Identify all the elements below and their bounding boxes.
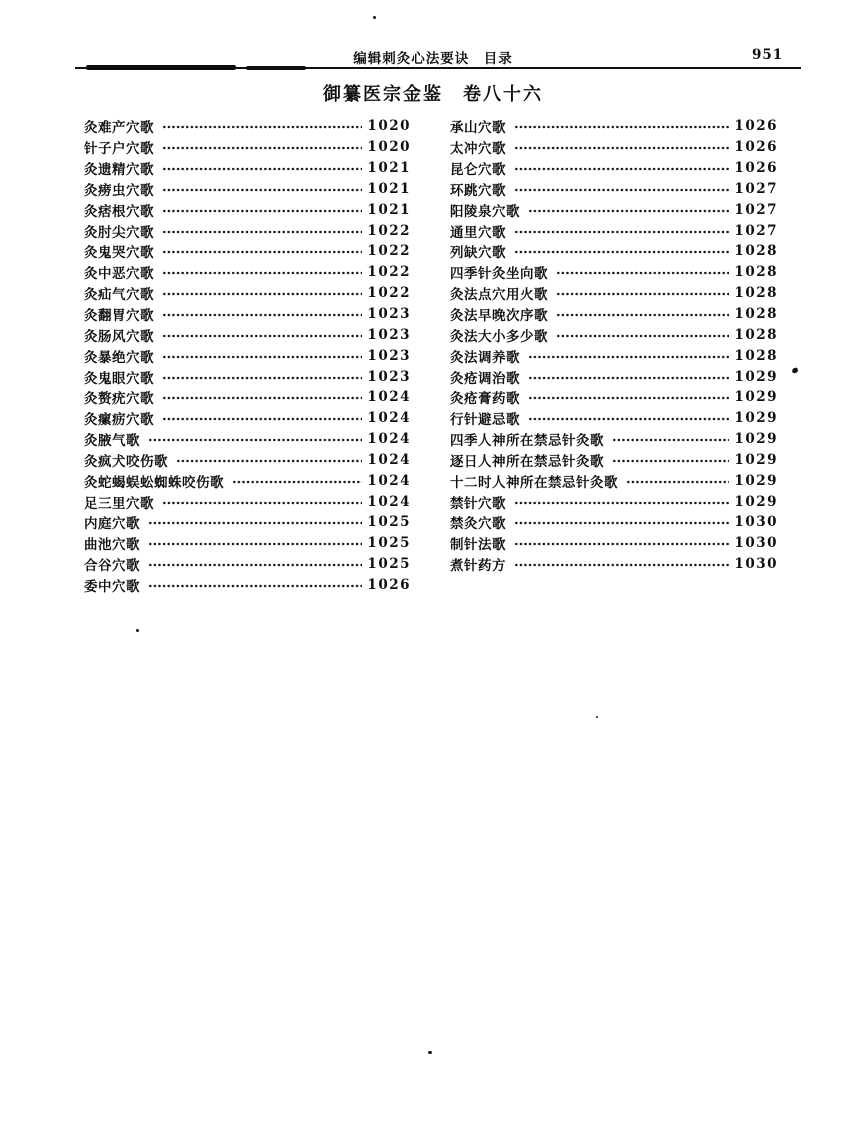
- toc-entry-page: 1029: [734, 493, 778, 510]
- toc-entry: [84, 179, 411, 200]
- toc-entry-page: 1022: [367, 222, 411, 239]
- dotted-leader: [626, 475, 729, 489]
- toc-entry-page: 1020: [367, 118, 411, 135]
- toc-entry-title: 灸疮调治歌: [450, 370, 520, 387]
- toc-entry-page: 1030: [734, 514, 778, 531]
- toc-column-right: [450, 116, 778, 575]
- toc-entry-page: 1030: [734, 535, 778, 552]
- dotted-leader: [162, 266, 362, 280]
- toc-entry: [450, 512, 778, 533]
- toc-entry-page: 1029: [734, 472, 778, 489]
- toc-entry: [450, 470, 778, 491]
- scan-speck: [596, 716, 598, 718]
- toc-entry-title: 通里穴歌: [450, 224, 506, 241]
- toc-entry-page: 1028: [734, 326, 778, 343]
- toc-entry: [84, 429, 411, 450]
- toc-entry-page: 1029: [734, 368, 778, 385]
- dotted-leader: [162, 496, 362, 510]
- toc-entry: [84, 408, 411, 429]
- toc-entry-page: 1024: [367, 493, 411, 510]
- dotted-leader: [162, 308, 362, 322]
- toc-entry-title: 灸肠风穴歌: [84, 328, 154, 345]
- toc-entry-page: 1027: [734, 201, 778, 218]
- toc-entry: [84, 324, 411, 345]
- toc-entry-page: 1021: [367, 201, 411, 218]
- toc-entry: [450, 345, 778, 366]
- toc-entry-page: 1028: [734, 264, 778, 281]
- toc-entry: [84, 450, 411, 471]
- dotted-leader: [528, 371, 729, 385]
- toc-entry: [84, 220, 411, 241]
- dotted-leader: [162, 245, 362, 259]
- toc-entry: [450, 408, 778, 429]
- dotted-leader: [528, 412, 729, 426]
- toc-entry: [450, 137, 778, 158]
- dotted-leader: [148, 579, 362, 593]
- toc-entry: [450, 450, 778, 471]
- toc-entry-title: 灸疯犬咬伤歌: [84, 453, 168, 470]
- dotted-leader: [162, 162, 362, 176]
- toc-entry-title: 灸法早晚次序歌: [450, 308, 548, 325]
- toc-entry-page: 1025: [367, 514, 411, 531]
- dotted-leader: [162, 371, 362, 385]
- dotted-leader: [148, 433, 362, 447]
- toc-entry: [450, 283, 778, 304]
- toc-entry-title: 灸遗精穴歌: [84, 162, 154, 179]
- toc-entry-page: 1024: [367, 431, 411, 448]
- toc-entry-page: 1027: [734, 222, 778, 239]
- toc-entry: [84, 575, 411, 596]
- toc-entry-page: 1029: [734, 410, 778, 427]
- dotted-leader: [162, 412, 362, 426]
- toc-entry-page: 1026: [367, 576, 411, 593]
- toc-entry: [84, 366, 411, 387]
- toc-entry-page: 1029: [734, 389, 778, 406]
- dotted-leader: [148, 537, 362, 551]
- toc-entry: [450, 241, 778, 262]
- toc-entry: [84, 199, 411, 220]
- toc-entry: [450, 220, 778, 241]
- dotted-leader: [528, 391, 729, 405]
- toc-entry-title: 灸难产穴歌: [84, 120, 154, 137]
- toc-entry: [450, 304, 778, 325]
- toc-entry: [450, 199, 778, 220]
- toc-entry-page: 1030: [734, 556, 778, 573]
- toc-entry-title: 灸中恶穴歌: [84, 266, 154, 283]
- toc-entry: [84, 158, 411, 179]
- toc-entry: [450, 179, 778, 200]
- toc-entry-page: 1025: [367, 535, 411, 552]
- toc-entry-page: 1025: [367, 556, 411, 573]
- dotted-leader: [176, 454, 362, 468]
- toc-entry-page: 1028: [734, 306, 778, 323]
- toc-entry-page: 1028: [734, 243, 778, 260]
- toc-entry-title: 灸痨虫穴歌: [84, 182, 154, 199]
- scan-speck: [136, 629, 139, 632]
- dotted-leader: [556, 308, 729, 322]
- toc-entry-title: 灸蛇蝎蜈蚣蜘蛛咬伤歌: [84, 474, 224, 491]
- toc-entry-title: 灸翻胃穴歌: [84, 308, 154, 325]
- toc-entry-title: 四季人神所在禁忌针灸歌: [450, 433, 604, 450]
- toc-entry-title: 禁针穴歌: [450, 495, 506, 512]
- toc-entry-title: 四季针灸坐向歌: [450, 266, 548, 283]
- toc-entry-title: 制针法歌: [450, 537, 506, 554]
- toc-entry-title: 灸法大小多少歌: [450, 328, 548, 345]
- scan-speck: [428, 1051, 432, 1054]
- toc-entry-page: 1021: [367, 180, 411, 197]
- dotted-leader: [162, 391, 362, 405]
- toc-entry-page: 1029: [734, 451, 778, 468]
- toc-entry: [450, 324, 778, 345]
- toc-entry-title: 昆仑穴歌: [450, 162, 506, 179]
- toc-entry-title: 灸腋气歌: [84, 433, 140, 450]
- page-title: 御纂医宗金鉴 卷八十六: [323, 84, 543, 105]
- toc-entry-title: 承山穴歌: [450, 120, 506, 137]
- toc-entry-page: 1024: [367, 410, 411, 427]
- toc-entry-page: 1024: [367, 451, 411, 468]
- dotted-leader: [528, 204, 729, 218]
- toc-entry-page: 1026: [734, 139, 778, 156]
- toc-entry-title: 灸赘疣穴歌: [84, 391, 154, 408]
- toc-entry-page: 1022: [367, 285, 411, 302]
- toc-entry-title: 列缺穴歌: [450, 245, 506, 262]
- toc-entry: [450, 366, 778, 387]
- toc-entry-page: 1023: [367, 347, 411, 364]
- toc-entry-title: 煮针药方: [450, 558, 506, 575]
- toc-entry: [84, 345, 411, 366]
- toc-entry: [84, 470, 411, 491]
- toc-entry: [84, 283, 411, 304]
- toc-entry: [450, 387, 778, 408]
- dotted-leader: [514, 516, 729, 530]
- dotted-leader: [514, 558, 729, 572]
- toc-entry-title: 太冲穴歌: [450, 141, 506, 158]
- dotted-leader: [162, 204, 362, 218]
- toc-entry: [84, 262, 411, 283]
- dotted-leader: [514, 496, 729, 510]
- toc-entry: [450, 533, 778, 554]
- toc-entry-page: 1028: [734, 285, 778, 302]
- toc-entry-title: 灸疝气穴歌: [84, 287, 154, 304]
- dotted-leader: [528, 350, 729, 364]
- scan-smudge: [86, 65, 236, 70]
- toc-entry-title: 合谷穴歌: [84, 558, 140, 575]
- toc-entry: [84, 533, 411, 554]
- toc-entry-page: 1023: [367, 368, 411, 385]
- dotted-leader: [514, 245, 729, 259]
- toc-entry-page: 1027: [734, 180, 778, 197]
- scan-speck: [791, 367, 798, 374]
- dotted-leader: [162, 183, 362, 197]
- toc-entry-title: 灸痞根穴歌: [84, 203, 154, 220]
- toc-entry-title: 足三里穴歌: [84, 495, 154, 512]
- dotted-leader: [612, 454, 729, 468]
- toc-entry-page: 1028: [734, 347, 778, 364]
- folio-page-number: 951: [752, 47, 784, 63]
- dotted-leader: [514, 183, 729, 197]
- toc-entry: [84, 304, 411, 325]
- dotted-leader: [162, 120, 362, 134]
- toc-entry-title: 灸疮膏药歌: [450, 391, 520, 408]
- toc-entry: [450, 429, 778, 450]
- dotted-leader: [162, 287, 362, 301]
- toc-entry-page: 1023: [367, 326, 411, 343]
- toc-entry-page: 1024: [367, 389, 411, 406]
- dotted-leader: [162, 225, 362, 239]
- dotted-leader: [556, 266, 729, 280]
- toc-entry-page: 1024: [367, 472, 411, 489]
- toc-entry-page: 1026: [734, 118, 778, 135]
- toc-entry-title: 针子户穴歌: [84, 141, 154, 158]
- toc-entry: [84, 116, 411, 137]
- toc-entry-title: 环跳穴歌: [450, 182, 506, 199]
- toc-entry-title: 禁灸穴歌: [450, 516, 506, 533]
- toc-entry: [84, 387, 411, 408]
- toc-entry-page: 1023: [367, 306, 411, 323]
- toc-entry-title: 灸肘尖穴歌: [84, 224, 154, 241]
- dotted-leader: [162, 329, 362, 343]
- toc-entry-title: 灸法调养歌: [450, 349, 520, 366]
- dotted-leader: [514, 537, 729, 551]
- toc-entry-title: 曲池穴歌: [84, 537, 140, 554]
- toc-entry: [450, 158, 778, 179]
- toc-entry-page: 1029: [734, 431, 778, 448]
- toc-entry-title: 灸鬼哭穴歌: [84, 245, 154, 262]
- toc-entry-title: 灸瘰疬穴歌: [84, 412, 154, 429]
- toc-entry-title: 灸鬼眼穴歌: [84, 370, 154, 387]
- toc-entry: [450, 554, 778, 575]
- dotted-leader: [556, 329, 729, 343]
- running-head: 编辑刺灸心法要诀 目录: [353, 51, 513, 67]
- dotted-leader: [148, 558, 362, 572]
- dotted-leader: [232, 475, 362, 489]
- toc-entry: [84, 137, 411, 158]
- dotted-leader: [514, 225, 729, 239]
- toc-entry-title: 十二时人神所在禁忌针灸歌: [450, 474, 618, 491]
- dotted-leader: [514, 120, 729, 134]
- toc-entry: [84, 554, 411, 575]
- dotted-leader: [148, 516, 362, 530]
- dotted-leader: [162, 141, 362, 155]
- toc-entry-title: 逐日人神所在禁忌针灸歌: [450, 453, 604, 470]
- toc-entry-title: 行针避忌歌: [450, 412, 520, 429]
- toc-entry-title: 阳陵泉穴歌: [450, 203, 520, 220]
- dotted-leader: [514, 162, 729, 176]
- toc-entry: [450, 116, 778, 137]
- toc-entry-title: 委中穴歌: [84, 578, 140, 595]
- toc-entry: [450, 491, 778, 512]
- dotted-leader: [556, 287, 729, 301]
- scan-smudge: [246, 66, 306, 70]
- toc-column-left: [84, 116, 411, 595]
- toc-entry: [84, 241, 411, 262]
- toc-entry-page: 1026: [734, 160, 778, 177]
- toc-entry: [450, 262, 778, 283]
- toc-entry-title: 内庭穴歌: [84, 516, 140, 533]
- dotted-leader: [162, 350, 362, 364]
- toc-entry: [84, 512, 411, 533]
- toc-entry: [84, 491, 411, 512]
- dotted-leader: [612, 433, 729, 447]
- toc-entry-title: 灸法点穴用火歌: [450, 287, 548, 304]
- toc-entry-page: 1022: [367, 264, 411, 281]
- toc-entry-page: 1022: [367, 243, 411, 260]
- toc-entry-page: 1021: [367, 160, 411, 177]
- toc-entry-title: 灸暴绝穴歌: [84, 349, 154, 366]
- dotted-leader: [514, 141, 729, 155]
- scan-speck: [373, 16, 376, 19]
- toc-entry-page: 1020: [367, 139, 411, 156]
